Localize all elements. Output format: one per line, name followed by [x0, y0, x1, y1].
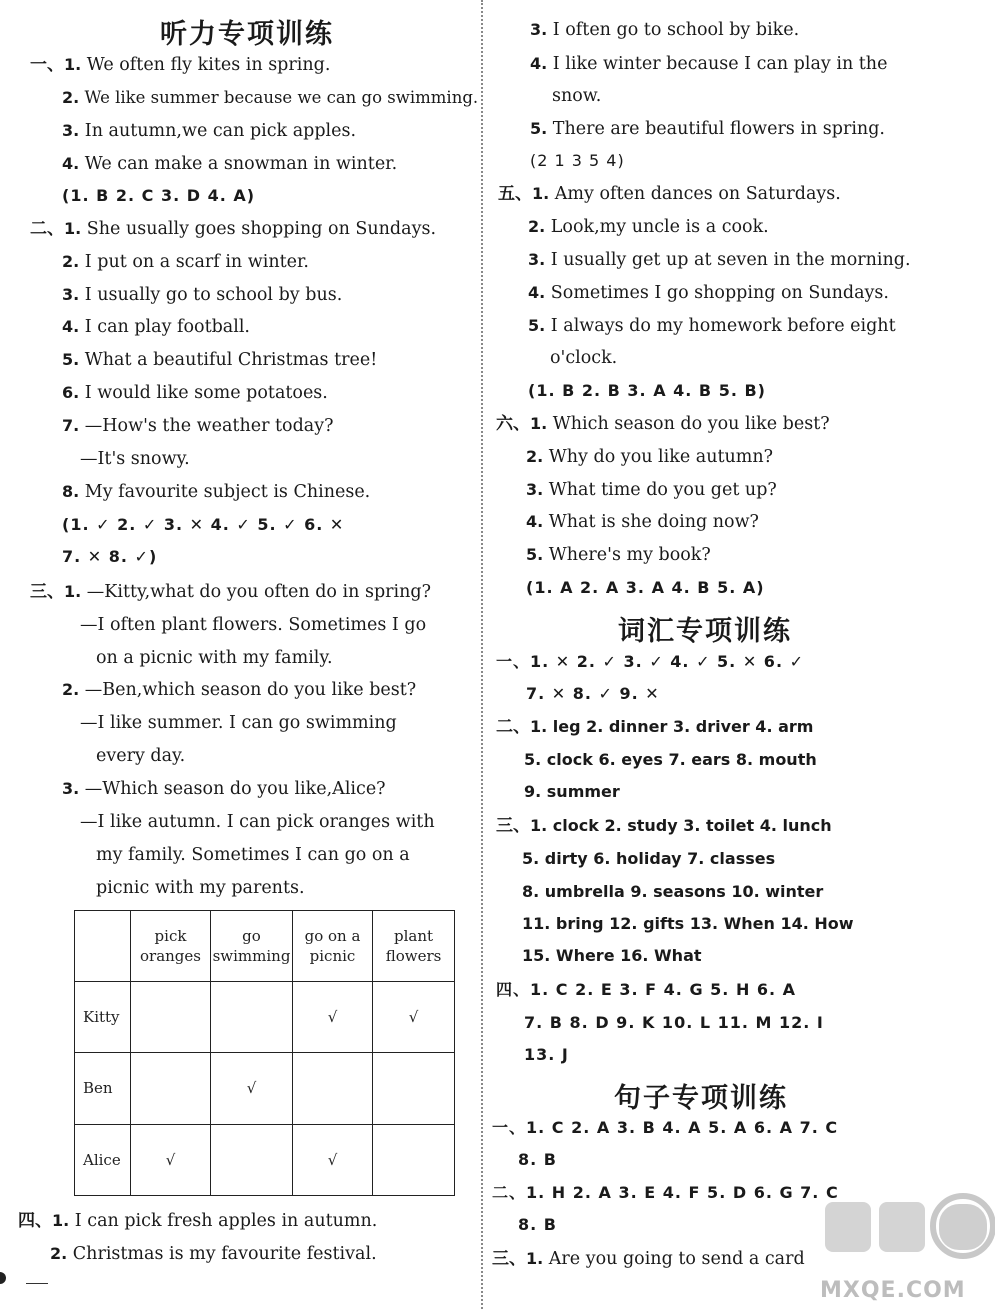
section-title-sentences: 句子专项训练	[614, 1083, 788, 1114]
answer-line: on a picnic with my family.	[96, 648, 333, 668]
answer-line: 5. clock 6. eyes 7. ears 8. mouth	[524, 750, 817, 769]
answer-key: 7. ✕ 8. ✓)	[62, 547, 158, 566]
answer-line: o'clock.	[550, 348, 618, 368]
answer-line: 8. My favourite subject is Chinese.	[62, 482, 371, 502]
answer-line: 3. I usually get up at seven in the morning.	[528, 250, 911, 270]
answer-line: 二、1. leg 2. dinner 3. driver 4. arm	[496, 717, 814, 737]
answer-line: —I often plant flowers. Sometimes I go	[80, 615, 427, 635]
answer-key: 二、1. H 2. A 3. E 4. F 5. D 6. G 7. C	[492, 1183, 839, 1202]
watermark-text: MXQE.COM	[820, 1278, 966, 1303]
answer-line: 三、1. Are you going to send a card	[492, 1249, 805, 1269]
table-row-name: Ben	[75, 1053, 131, 1124]
answer-line: 五、1. Amy often dances on Saturdays.	[498, 184, 841, 204]
table-row	[75, 982, 455, 1053]
answer-line: 4. We can make a snowman in winter.	[62, 154, 398, 174]
answer-line: 六、1. Which season do you like best?	[496, 414, 830, 434]
answer-line: my family. Sometimes I can go on a	[96, 845, 410, 865]
answer-key: (1. B 2. B 3. A 4. B 5. B)	[528, 381, 766, 400]
answer-key: 8. B	[518, 1215, 557, 1234]
answer-line: 7. —How's the weather today?	[62, 416, 334, 436]
answer-line: 2. I put on a scarf in winter.	[62, 252, 309, 272]
answer-line: 三、1. clock 2. study 3. toilet 4. lunch	[496, 816, 832, 836]
answer-line: 4. What is she doing now?	[526, 512, 759, 532]
answer-line: 3. What time do you get up?	[526, 480, 777, 500]
column-divider	[481, 0, 483, 1309]
answer-line: 3. I usually go to school by bus.	[62, 285, 343, 305]
footer-rule	[26, 1283, 48, 1284]
table-header-cell	[75, 911, 131, 982]
table-cell	[211, 1124, 293, 1195]
table-row-name: Alice	[75, 1124, 131, 1195]
answer-line: 4. Sometimes I go shopping on Sundays.	[528, 283, 889, 303]
survey-table	[74, 910, 455, 1196]
answer-line: —I like summer. I can go swimming	[80, 713, 397, 733]
answer-line: snow.	[552, 86, 602, 106]
answer-line: 5. There are beautiful flowers in spring.	[530, 119, 885, 139]
answer-line: 3. In autumn,we can pick apples.	[62, 121, 357, 141]
table-cell	[211, 982, 293, 1053]
answer-key: (2 1 3 5 4)	[530, 151, 625, 170]
answer-line: 11. bring 12. gifts 13. When 14. How	[522, 914, 854, 933]
answer-line: 15. Where 16. What	[522, 946, 702, 965]
table-row	[75, 1124, 455, 1195]
answer-line: —It's snowy.	[80, 449, 190, 469]
answer-line: 2. Look,my uncle is a cook.	[528, 217, 769, 237]
answer-key: (1. B 2. C 3. D 4. A)	[62, 186, 256, 205]
table-cell	[373, 1053, 455, 1124]
table-row-name: Kitty	[75, 982, 131, 1053]
answer-line: 2. —Ben,which season do you like best?	[62, 680, 417, 700]
answer-key: 7. ✕ 8. ✓ 9. ✕	[526, 684, 660, 703]
table-header-cell: plant flowers	[373, 911, 455, 982]
answer-line: 5. I always do my homework before eight	[528, 316, 896, 336]
answer-key: 一、1. C 2. A 3. B 4. A 5. A 6. A 7. C	[492, 1118, 839, 1137]
answer-key: 13. J	[524, 1045, 569, 1064]
answer-key: 四、1. C 2. E 3. F 4. G 5. H 6. A	[496, 980, 797, 999]
answer-line: 三、1. —Kitty,what do you often do in spring?	[30, 582, 431, 602]
answer-line: 2. Christmas is my favourite festival.	[50, 1244, 377, 1264]
table-cell: √	[211, 1053, 293, 1124]
answer-line: 4. I can play football.	[62, 317, 250, 337]
table-header-cell: pick oranges	[131, 911, 211, 982]
answer-key: (1. ✓ 2. ✓ 3. ✕ 4. ✓ 5. ✓ 6. ✕	[62, 515, 345, 534]
answer-line: 四、1. I can pick fresh apples in autumn.	[18, 1211, 378, 1231]
answer-line: 8. umbrella 9. seasons 10. winter	[522, 882, 824, 901]
answer-line: 3. —Which season do you like,Alice?	[62, 779, 386, 799]
answer-line: 5. dirty 6. holiday 7. classes	[522, 849, 776, 868]
answer-line: 5. What a beautiful Christmas tree!	[62, 350, 378, 370]
table-cell: √	[373, 982, 455, 1053]
answer-line: 6. I would like some potatoes.	[62, 383, 328, 403]
answer-key: 一、1. ✕ 2. ✓ 3. ✓ 4. ✓ 5. ✕ 6. ✓	[496, 652, 804, 671]
answer-line: 一、1. We often fly kites in spring.	[30, 55, 331, 75]
section-title-listening: 听力专项训练	[160, 19, 334, 50]
answer-key: (1. A 2. A 3. A 4. B 5. A)	[526, 578, 765, 597]
answer-line: 二、1. She usually goes shopping on Sundays.	[30, 219, 437, 239]
page-edge-mark	[0, 1272, 6, 1284]
answer-key: 7. B 8. D 9. K 10. L 11. M 12. I	[524, 1013, 824, 1032]
answer-key: 8. B	[518, 1150, 557, 1169]
answer-line: every day.	[96, 746, 186, 766]
answer-line: 2. We like summer because we can go swimming.	[62, 88, 479, 107]
table-header-cell: go swimming	[211, 911, 293, 982]
table-cell: √	[293, 982, 373, 1053]
answer-line: 5. Where's my book?	[526, 545, 711, 565]
table-row	[75, 1053, 455, 1124]
answer-line: 2. Why do you like autumn?	[526, 447, 774, 467]
table-cell	[131, 1053, 211, 1124]
answer-line: —I like autumn. I can pick oranges with	[80, 812, 435, 832]
table-header-row	[75, 911, 455, 982]
table-cell	[373, 1124, 455, 1195]
table-cell: √	[131, 1124, 211, 1195]
table-cell	[293, 1053, 373, 1124]
table-cell: √	[293, 1124, 373, 1195]
answer-line: 3. I often go to school by bike.	[530, 20, 800, 40]
answer-line: 4. I like winter because I can play in the	[530, 54, 888, 74]
table-cell	[131, 982, 211, 1053]
answer-line: picnic with my parents.	[96, 878, 305, 898]
section-title-vocabulary: 词汇专项训练	[618, 616, 792, 647]
table-header-cell: go on a picnic	[293, 911, 373, 982]
answer-line: 9. summer	[524, 782, 620, 801]
